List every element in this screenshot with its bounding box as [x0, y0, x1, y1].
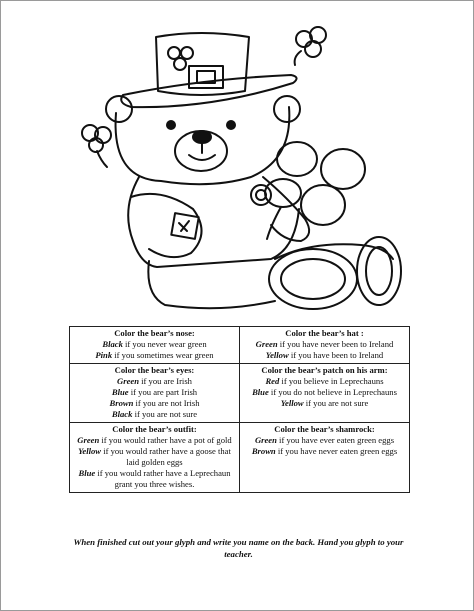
outfit-cell — [70, 423, 240, 493]
cell-option: Black if you never wear green — [102, 339, 207, 349]
hat — [121, 33, 296, 107]
cell-option: Green if you have ever eaten green eggs — [254, 435, 395, 445]
leprechaun-bear-illustration — [61, 9, 411, 321]
cell-option: Yellow if you are not sure — [280, 398, 369, 408]
shamrock-icon — [295, 27, 326, 65]
hat-cell — [240, 327, 410, 364]
cell-title: Color the bear’s patch on his arm: — [261, 365, 388, 375]
instructions-text: When finished cut out your glyph and write you name on the back. Hand you glyph to your teacher. — [73, 537, 404, 559]
eyes-cell — [70, 364, 240, 423]
glyph-key-table — [69, 326, 410, 493]
cell-option: Yellow if you would rather have a goose that laid golden eggs — [78, 446, 231, 467]
cell-option: Pink if you sometimes wear green — [95, 350, 214, 360]
cell-option: Green if you would rather have a pot of gold — [77, 435, 232, 445]
cell-option: Green if you have never been to Ireland — [255, 339, 394, 349]
cell-option: Blue if you do not believe in Leprechauns — [252, 387, 397, 397]
cell-option: Green if you are Irish — [117, 376, 192, 386]
cell-option: Brown if you have never eaten green eggs — [251, 446, 398, 456]
cell-title: Color the bear’s nose: — [114, 328, 195, 338]
shamrock-cell — [240, 423, 410, 493]
bear-nose — [193, 131, 211, 143]
shamrock-icon — [265, 142, 365, 239]
cell-title: Color the bear’s eyes: — [114, 365, 195, 375]
cell-option: Brown if you are not Irish — [109, 398, 200, 408]
cell-title: Color the bear’s outfit: — [112, 424, 197, 434]
cell-option: Blue if you are part Irish — [111, 387, 198, 397]
nose-cell — [70, 327, 240, 364]
patch-cell — [240, 364, 410, 423]
cell-option: Red if you believe in Leprechauns — [265, 376, 384, 386]
cell-title: Color the bear’s shamrock: — [274, 424, 375, 434]
shamrock-icon — [82, 125, 111, 167]
cell-title: Color the bear’s hat : — [285, 328, 364, 338]
cell-option: Yellow if you have been to Ireland — [265, 350, 384, 360]
cell-option: Black if you are not sure — [111, 409, 198, 419]
cell-option: Blue if you would rather have a Leprechaun grant you three wishes. — [78, 468, 231, 489]
